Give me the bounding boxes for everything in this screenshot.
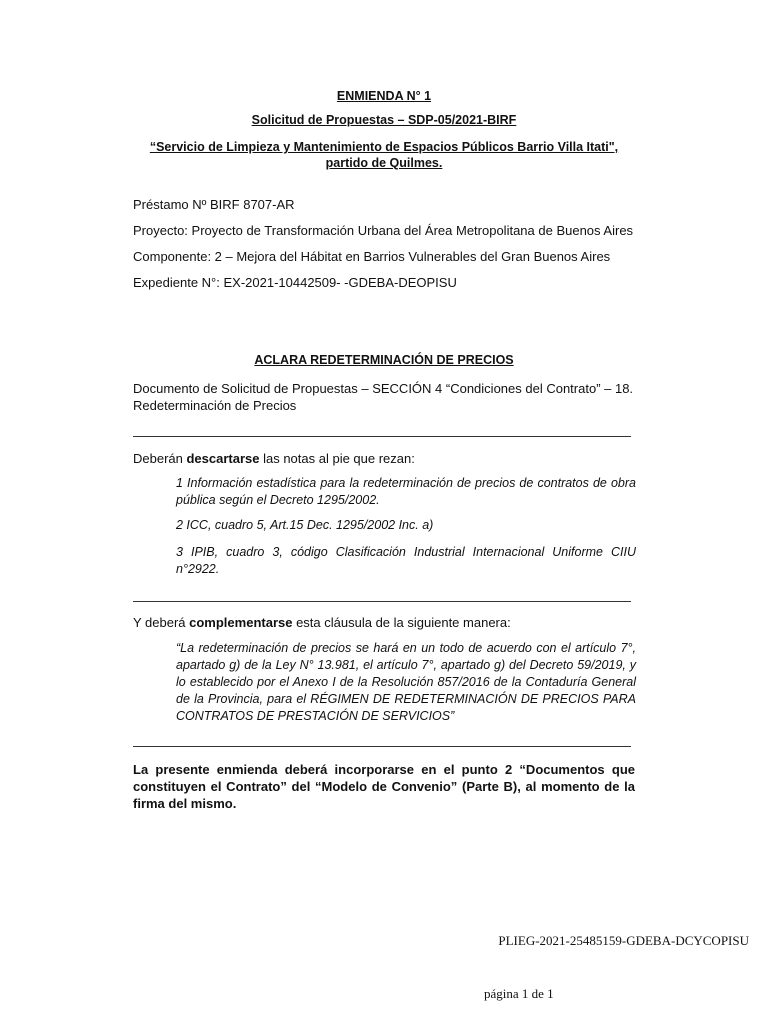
closing-paragraph: La presente enmienda deberá incorporarse en el punto 2 “Documentos que constituyen el Contrato” del “Modelo de Convenio” (Parte B), al momento de la firma del mismo. (133, 762, 635, 811)
section-title: ACLARA REDETERMINACIÓN DE PRECIOS (254, 353, 514, 367)
descartarse-bold: descartarse (186, 451, 260, 466)
document-code: PLIEG-2021-25485159-GDEBA-DCYCOPISU (498, 933, 749, 948)
complementarse-prefix: Y deberá (133, 615, 190, 630)
servicio-line-1: “Servicio de Limpieza y Mantenimiento de Espacios Públicos Barrio Villa Itati", (149, 140, 619, 154)
descartarse-suffix: las notas al pie que rezan: (259, 451, 415, 466)
documento-line-1: Documento de Solicitud de Propuestas – SECCIÓN 4 “Condiciones del Contrato” – 18. (133, 381, 634, 396)
amendment-title: ENMIENDA N° 1 (336, 89, 432, 103)
complementarse-bold: complementarse (189, 615, 293, 630)
solicitud-line: Solicitud de Propuestas – SDP-05/2021-BIRF (251, 113, 517, 127)
footnote-1: 1 Información estadística para la redeterminación de precios de contratos de obra pública según el Decreto 1295/2002. (176, 476, 636, 507)
documento-line-2: Redeterminación de Precios (133, 398, 297, 413)
expediente-line: Expediente N°: EX-2021-10442509- -GDEBA-DEOPISU (133, 275, 457, 290)
redetermination-quote: “La redeterminación de precios se hará en un todo de acuerdo con el artículo 7°, apartado g) de la Ley N° 13.981, el artículo 7°, apartado g) del Decreto 59/2019, y lo establecido por el Anexo I de la Resolución 857/2016 de la Contaduría General de la Provincia, para el RÉGIMEN DE REDETERMINACIÓN DE PRECIOS PARA CONTRATOS DE PRESTACIÓN DE SERVICIOS” (176, 641, 636, 723)
divider-2 (133, 601, 631, 602)
footnote-3: 3 IPIB, cuadro 3, código Clasificación Industrial Internacional Uniforme CIIU n°2922. (176, 545, 636, 576)
footnote-2: 2 ICC, cuadro 5, Art.15 Dec. 1295/2002 Inc. a) (176, 518, 434, 532)
proyecto-line: Proyecto: Proyecto de Transformación Urbana del Área Metropolitana de Buenos Aires (133, 223, 634, 238)
complementarse-intro (133, 614, 635, 631)
page-number: página 1 de 1 (484, 986, 554, 1001)
descartarse-intro (133, 450, 635, 467)
descartarse-prefix: Deberán (133, 451, 187, 466)
divider-3 (133, 746, 631, 747)
complementarse-suffix: esta cláusula de la siguiente manera: (292, 615, 511, 630)
divider-1 (133, 436, 631, 437)
componente-line: Componente: 2 – Mejora del Hábitat en Barrios Vulnerables del Gran Buenos Aires (133, 249, 611, 264)
prestamo-line: Préstamo Nº BIRF 8707-AR (133, 197, 295, 212)
servicio-line-2: partido de Quilmes. (325, 156, 443, 170)
